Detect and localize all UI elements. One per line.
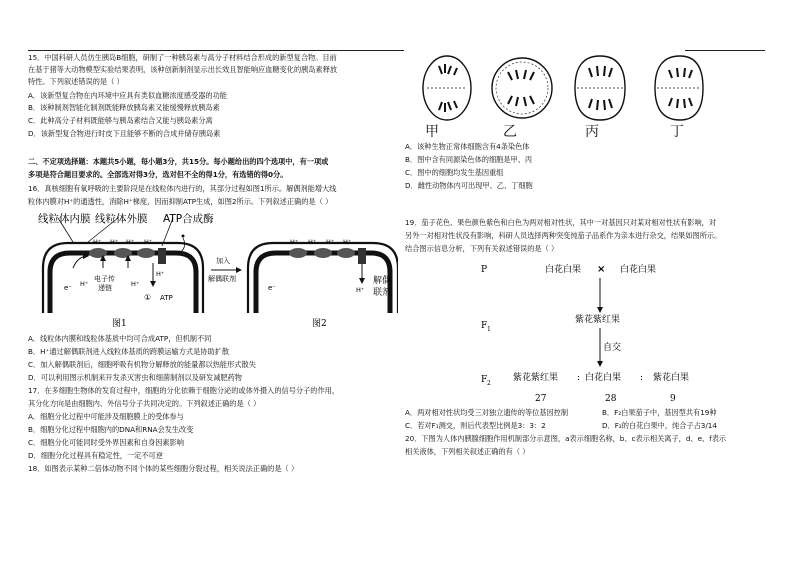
label-h-6: H⁺ [131,280,140,288]
complex-3 [137,248,155,258]
q18-line: 18．如图表示某种二倍体动物不同个体的某些细胞分裂过程，相关说法正确的是（ ） [28,464,299,473]
cell-division-figure [405,50,705,135]
q16-option-c: C．加入解偶联剂后，细胞呼吸有机物分解释放的能量都以热能形式散失 [28,360,256,369]
q17-line: 其分化方向是由细胞内、外信号分子共同决定的。下列叙述正确的是（ ） [28,399,261,408]
p-left-phenotype: 白花白果 [545,265,582,275]
cell-label-jia: 甲 [425,124,439,140]
q17-option-d: D．细胞分化过程具有稳定性，一定不可逆 [28,451,163,460]
figure-2-label: 图2 [312,319,327,329]
label-etc-b: 递链 [98,284,112,292]
generation-f2-sub: 2 [487,380,491,387]
top-rule [28,50,404,51]
q15-option-a: A．该新型复合物在内环境中应具有类似血糖浓度感受器的功能 [28,91,227,100]
complex-1 [89,248,107,258]
q17-option-b: B．细胞分化过程中细胞内的DNA和RNA会发生改变 [28,425,194,434]
q16-option-a: A．线粒体内膜和线粒体基质中均可合成ATP，但机制不同 [28,334,212,343]
fig2-h-3: H⁺ [326,238,335,246]
f2-count-b: 28 [605,394,617,403]
p-right-phenotype: 白花白果 [620,265,657,275]
cell-jia [423,56,471,120]
cell-yi [492,58,552,118]
q18-option-d: D．雌性动物体内可出现甲、乙、丁细胞 [405,181,533,190]
label-h-5: H⁺ [80,280,89,288]
label-etc-a: 电子传 [94,275,115,283]
ratio-colon-1: : [577,373,581,383]
q16-line: 粒体内膜对H⁺的通透性，消除H⁺梯度，因而抑制ATP生成，如图2所示。下列叙述正确的是（ ） [28,197,333,206]
q19-option-c: C．若对F₁测交，则后代表型比例是3：3：2 [405,421,546,430]
section-2-line: 二、不定项选择题：本题共5小题，每小题3分，共15分。每小题给出的四个选项中，有一项或 [28,157,329,166]
q17-line: 17．在多细胞生物体的发育过程中，细胞的分化依赖于细胞分泌的或体外摄入的信号分子的作用， [28,386,340,395]
label-h-2: H⁺ [110,238,119,246]
inner-membrane-shape [50,253,196,313]
section-2-line: 多项是符合题目要求的。全部选对得3分，选对但不全的得1分，有选错的得0分。 [28,170,288,179]
label-h-1: H⁺ [93,238,102,246]
fig2-uncoupler-a: 解偶 [373,276,392,286]
f2-count-c: 9 [670,394,676,403]
arrow-top-label: 加入 [216,257,230,265]
q15-option-c: C．此种高分子材料既能够与胰岛素结合又能与胰岛素分离 [28,116,213,125]
cell-label-yi: 乙 [503,124,517,140]
fig2-h-5: H⁺ [356,286,365,294]
fig2-h-1: H⁺ [290,238,299,246]
q17-option-a: A．细胞分化过程中可能涉及细胞膜上的受体参与 [28,412,184,421]
cell-label-ding: 丁 [670,124,684,140]
q19-line: 另外一对相对性状没有影响，科研人员选择两种突变纯茄子品系作为亲本进行杂交，结果如图所示。 [405,231,722,240]
q15-line: 15．中国科研人员仿生胰岛B细胞，研制了一种胰岛素与高分子材料结合形成的新型复合物。目前 [28,53,337,62]
q19-option-d: D．F₂的白花白果中，纯合子占3/14 [602,421,717,430]
cell-label-bing: 丙 [585,124,599,140]
generation-f2: F [481,375,488,385]
cross-symbol: × [597,264,606,275]
label-e: e⁻ [64,284,73,292]
f2-phenotype-a: 紫花紫红果 [513,373,559,383]
label-atp: ATP [160,294,173,302]
f2-phenotype-b: 白花白果 [585,373,622,383]
q18-option-a: A．该种生物正常体细胞含有4条染色体 [405,142,530,151]
q17-option-c: C．细胞分化可能同时受外界因素和自身因素影响 [28,438,184,447]
q16-line: 16．真核细胞有氧呼吸的主要阶段是在线粒体内进行的，其部分过程如图1所示。解偶剂能增大线 [28,184,337,193]
generation-f1: F [481,321,488,331]
fig2-e: e⁻ [268,284,277,292]
q15-option-b: B．该种制剂智能化制剂既能释放胰岛素又能缓慢释放胰岛素 [28,103,220,112]
q15-line: 在基于猪等大动物模型实验结果表明，该种创新制剂显示出长效且智能响应血糖变化的胰岛素释放 [28,65,338,74]
label-h-7: H⁺ [156,270,165,278]
inner-membrane-shape-2 [256,253,390,313]
cell-ding [655,56,703,120]
q18-option-c: C．图中的细胞均发生基因重组 [405,168,504,177]
q16-option-b: B．H⁺通过解偶联剂进入线粒体基质的跨膜运输方式是协助扩散 [28,347,230,356]
label-h-4: H⁺ [144,238,153,246]
fig2-h-2: H⁺ [308,238,317,246]
label-1: ① [144,293,152,302]
label-inner-membrane: 线粒体内膜 [38,213,91,225]
figure-1-label: 图1 [112,319,127,329]
label-h-3: H⁺ [126,238,135,246]
q19-option-a: A．两对相对性状均受三对独立遗传的等位基因控制 [405,408,569,417]
label-atp-synthase: ATP合成酶 [163,213,214,225]
figure-1-diagram [43,218,203,313]
q15-line: 特性。下列叙述错误的是（ ） [28,77,124,86]
f2-count-a: 27 [535,394,547,403]
fig2-h-4: H⁺ [343,238,352,246]
genetic-cross-diagram [405,258,770,403]
ratio-colon-2: : [640,373,644,383]
f1-phenotype: 紫花紫红果 [575,315,621,325]
q18-option-b: B．图中含有同源染色体的细胞是甲、丙 [405,155,533,164]
f2-phenotype-c: 紫花白果 [653,373,690,383]
q20-line: 相关液体，下列相关叙述正确的有（ ） [405,447,530,456]
label-outer-membrane: 线粒体外膜 [95,213,148,225]
q19-line: 结合图示信息分析，下列有关叙述错误的是（ ） [405,244,559,253]
generation-f1-sub: 1 [487,326,491,333]
generation-p: P [481,265,488,275]
q15-option-d: D．该新型复合物进行时皮下且能够不断的合成并储存胰岛素 [28,129,221,138]
q20-line: 20．下图为人体内胰腺细胞作用机制部分示意图，a表示细胞名称，b、c表示相关离子，d、e、f表示 [405,434,727,443]
atp-synthase-shape [158,248,166,264]
arrow-bottom-label: 解偶联剂 [208,275,236,283]
q19-line: 19．茄子花色、果色颜色紫色和白色为两对相对性状，其中一对基因只对某对相对性状有影响，对 [405,218,717,227]
q16-option-d: D．可以利用图示机制来开发杀灭害虫和细菌制剂以及研发减肥药物 [28,373,242,382]
complex-2 [114,248,132,258]
selfing-label: 自交 [603,343,622,353]
cell-bing [575,56,625,120]
fig2-uncoupler-b: 联剂 [373,288,392,298]
mitochondria-figure [28,208,398,330]
q19-option-b: B．F₂白果茄子中，基因型共有19种 [602,408,717,417]
